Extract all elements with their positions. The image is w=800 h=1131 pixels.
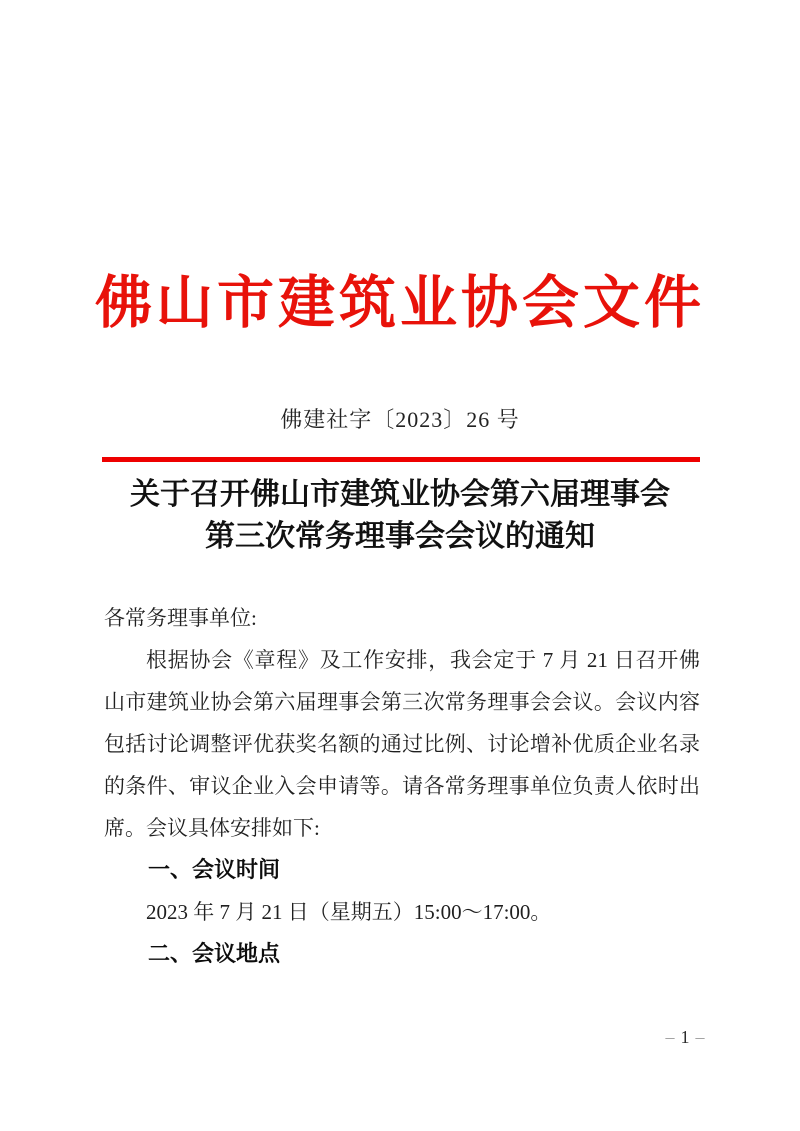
body-line: 山市建筑业协会第六届理事会第三次常务理事会会议。会议内容	[104, 690, 700, 714]
notice-title-line-2: 第三次常务理事会会议的通知	[205, 520, 595, 553]
notice-title-line-1: 关于召开佛山市建筑业协会第六届理事会	[130, 478, 670, 511]
page-number-right-dash: –	[695, 1027, 705, 1047]
body-line-salutation: 各常务理事单位:	[104, 606, 257, 630]
body-line: 包括讨论调整评优获奖名额的通过比例、讨论增补优质企业名录	[104, 732, 700, 756]
body-line: 席。会议具体安排如下:	[104, 816, 320, 840]
document-number: 佛建社字〔2023〕26 号	[280, 407, 520, 432]
document-header-title: 佛山市建筑业协会文件	[95, 272, 705, 335]
body-line: 根据协会《章程》及工作安排，我会定于 7 月 21 日召开佛	[146, 648, 700, 672]
document-body	[104, 597, 700, 975]
header-divider-line	[102, 457, 700, 462]
body-line-meeting-time-value: 2023 年 7 月 21 日（星期五）15:00～17:00。	[146, 900, 552, 924]
body-section-heading-meeting-time: 一、会议时间	[148, 857, 281, 882]
notice-title	[0, 474, 800, 558]
body-line: 的条件、审议企业入会申请等。请各常务理事单位负责人依时出	[104, 774, 700, 798]
page-number-left-dash: –	[665, 1027, 675, 1047]
body-section-heading-meeting-place: 二、会议地点	[148, 941, 281, 966]
page-number	[640, 1026, 730, 1048]
page-number-value: 1	[680, 1027, 690, 1047]
